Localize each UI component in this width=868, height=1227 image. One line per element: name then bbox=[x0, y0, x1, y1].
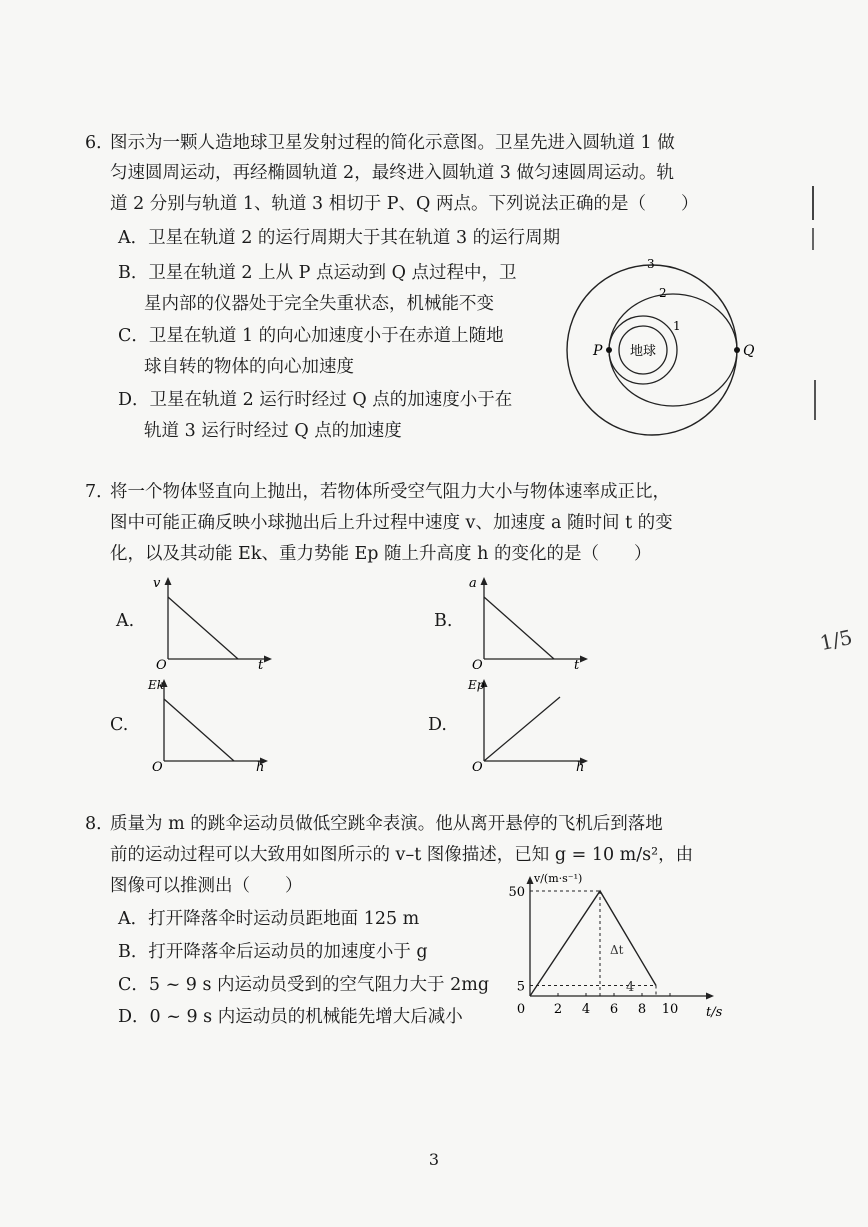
q8-option-a: A．打开降落伞时运动员距地面 125 m bbox=[118, 909, 420, 929]
graph-b-x-label: t bbox=[574, 658, 580, 673]
vt-x-tick-label-2: 2 bbox=[553, 1002, 563, 1017]
graph-a bbox=[150, 575, 280, 673]
q7-stem-line-1: 将一个物体竖直向上抛出，若物体所受空气阻力大小与物体速率成正比， bbox=[110, 482, 670, 502]
graph-c-y-label: Ek bbox=[148, 678, 165, 692]
q6-stem-line-3: 道 2 分别与轨道 1、轨道 3 相切于 P、Q 两点。下列说法正确的是（ ） bbox=[110, 194, 699, 214]
graph-d-curve bbox=[484, 697, 560, 761]
vt-handwritten-1: Δt bbox=[610, 943, 624, 957]
graph-c-curve bbox=[164, 699, 234, 761]
vt-x-arrow bbox=[706, 993, 714, 1000]
vt-x-tick-label-4: 4 bbox=[581, 1002, 591, 1017]
vt-ylabel: v/(m·s⁻¹) bbox=[534, 872, 583, 885]
q6-option-c-line-2: 球自转的物体的向心加速度 bbox=[144, 357, 354, 377]
scan-edge-mark-2 bbox=[812, 228, 814, 250]
graph-d-label: D. bbox=[428, 715, 447, 735]
page-number: 3 bbox=[428, 1150, 440, 1169]
vt-y-tick-label-5: 5 bbox=[516, 979, 525, 995]
margin-scribble: 1/5 bbox=[817, 624, 855, 656]
vt-y-arrow bbox=[527, 876, 534, 884]
orbit-diagram bbox=[565, 255, 755, 445]
graph-d-origin: O bbox=[472, 760, 483, 775]
earth-label: 地球 bbox=[629, 344, 657, 359]
scan-edge-mark-1 bbox=[812, 186, 814, 220]
point-p-label: P bbox=[593, 343, 603, 359]
point-q-dot bbox=[734, 347, 740, 353]
graph-a-curve bbox=[168, 597, 238, 659]
q7-stem-line-2: 图中可能正确反映小球抛出后上升过程中速度 v、加速度 a 随时间 t 的变 bbox=[110, 513, 673, 533]
vt-x-tick-label-6: 6 bbox=[609, 1002, 619, 1017]
graph-b-label: B. bbox=[434, 611, 453, 631]
q8-stem-line-3: 图像可以推测出（ ） bbox=[110, 876, 303, 896]
point-p-dot bbox=[606, 347, 612, 353]
vt-xlabel: t/s bbox=[706, 1005, 723, 1020]
orbit-2-label: 2 bbox=[659, 286, 667, 300]
vt-x-tick-label-10: 10 bbox=[661, 1002, 679, 1017]
q6-option-b-line-2: 星内部的仪器处于完全失重状态，机械能不变 bbox=[144, 294, 494, 314]
graph-a-label: A. bbox=[116, 611, 135, 631]
q6-option-b-line-1: B．卫星在轨道 2 上从 P 点运动到 Q 点过程中，卫 bbox=[118, 263, 517, 283]
q8-option-c: C．5 ~ 9 s 内运动员受到的空气阻力大于 2mg bbox=[118, 975, 490, 995]
q6-stem-line-2: 匀速圆周运动，再经椭圆轨道 2，最终进入圆轨道 3 做匀速圆周运动。轨 bbox=[110, 163, 674, 183]
q6-number: 6． bbox=[85, 133, 114, 153]
q6-option-a: A．卫星在轨道 2 的运行周期大于其在轨道 3 的运行周期 bbox=[118, 228, 561, 248]
q8-stem-line-1: 质量为 m 的跳伞运动员做低空跳伞表演。他从离开悬停的飞机后到落地 bbox=[110, 814, 663, 834]
graph-d-x-label: h bbox=[576, 760, 585, 775]
vt-chart bbox=[500, 870, 740, 1040]
graph-a-origin: O bbox=[156, 658, 167, 673]
graph-b-origin: O bbox=[472, 658, 483, 673]
q6-option-c-line-1: C．卫星在轨道 1 的向心加速度小于在赤道上随地 bbox=[118, 326, 504, 346]
vt-x-tick-label-8: 8 bbox=[637, 1002, 647, 1017]
graph-c bbox=[146, 677, 276, 775]
scan-edge-mark-3 bbox=[814, 380, 816, 420]
orbit-3-label: 3 bbox=[647, 257, 655, 271]
q6-option-d-line-1: D．卫星在轨道 2 运行时经过 Q 点的加速度小于在 bbox=[118, 390, 513, 410]
graph-b-curve bbox=[484, 597, 554, 659]
graph-b bbox=[466, 575, 596, 673]
graph-d bbox=[466, 677, 596, 775]
q8-option-b: B．打开降落伞后运动员的加速度小于 g bbox=[118, 942, 428, 962]
orbit-2 bbox=[609, 294, 737, 406]
q6-stem-line-1: 图示为一颗人造地球卫星发射过程的简化示意图。卫星先进入圆轨道 1 做 bbox=[110, 133, 675, 153]
vt-series-line bbox=[530, 891, 656, 996]
vt-handwritten-2: 4 bbox=[626, 980, 635, 995]
graph-a-y-label: v bbox=[153, 576, 161, 591]
graph-b-y-label: a bbox=[469, 576, 477, 591]
orbit-1-label: 1 bbox=[673, 319, 681, 333]
q6-option-d-line-2: 轨道 3 运行时经过 Q 点的加速度 bbox=[144, 421, 402, 441]
q8-number: 8． bbox=[85, 814, 114, 834]
q7-stem-line-3: 化，以及其动能 Ek、重力势能 Ep 随上升高度 h 的变化的是（ ） bbox=[110, 544, 652, 564]
graph-a-x-label: t bbox=[258, 658, 264, 673]
q7-number: 7． bbox=[85, 482, 114, 502]
q8-stem-line-2: 前的运动过程可以大致用如图所示的 v–t 图像描述，已知 g = 10 m/s²，由 bbox=[110, 845, 694, 865]
q8-option-d: D．0 ~ 9 s 内运动员的机械能先增大后减小 bbox=[118, 1007, 463, 1027]
graph-c-origin: O bbox=[152, 760, 163, 775]
graph-c-label: C. bbox=[110, 715, 129, 735]
graph-c-x-label: h bbox=[256, 760, 265, 775]
vt-x-tick-label-0: 0 bbox=[516, 1002, 526, 1017]
vt-y-tick-label-50: 50 bbox=[508, 885, 525, 900]
graph-d-y-label: Ep bbox=[468, 678, 485, 692]
point-q-label: Q bbox=[743, 343, 755, 359]
